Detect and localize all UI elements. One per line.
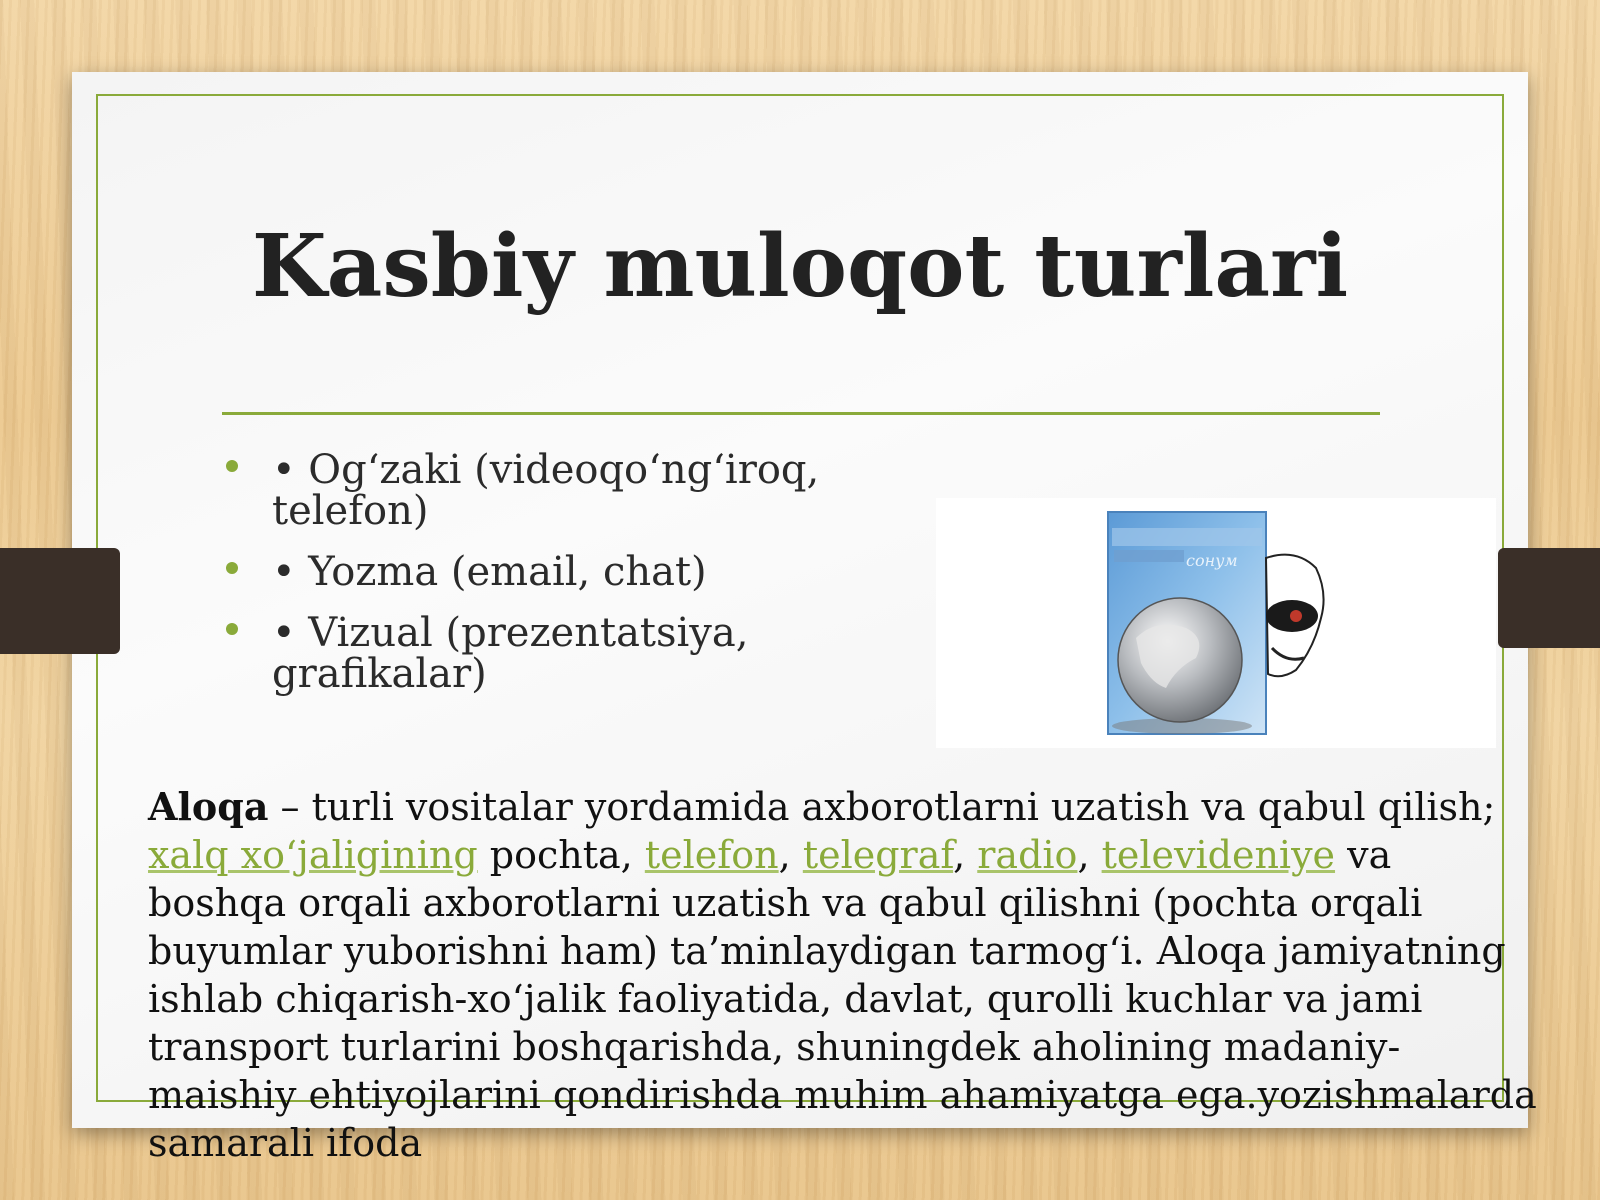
separator: , — [953, 833, 978, 877]
separator: , — [1077, 833, 1102, 877]
paragraph-part-3: va boshqa orqali axborotlarni uzatish va qabul qilishni (pochta orqali buyumlar yuborishni ham) ta’minlaydigan tarmog‘i. Aloqa jamiyatning ishlab chiqarish-xo‘jalik faoliyatida, davlat, qurolli kuchlar va jami transport turlarini boshqarishda, shuningdek aholining madaniy-maishiy ehtiyojlarini qondirishda muhim ahamiyatga ega.yozishmalarda samarali ifoda — [148, 833, 1537, 1165]
bullet-text: • Og‘zaki (videoqo‘ng‘iroq, telefon) — [272, 447, 820, 534]
right-binder-clip — [1498, 548, 1600, 648]
bullet-dot-icon — [226, 460, 238, 472]
link-televideniye[interactable]: televideniye — [1101, 833, 1336, 877]
link-xalq-xojaligining[interactable]: xalq xo‘jaligining — [148, 833, 478, 877]
bullet-item-written — [222, 549, 902, 595]
bullet-dot-icon — [226, 623, 238, 635]
link-radio[interactable]: radio — [977, 833, 1078, 877]
bullet-list — [222, 447, 902, 715]
left-binder-clip — [0, 548, 120, 654]
bullet-item-visual — [222, 610, 902, 697]
book-cover-text: сонум — [1186, 551, 1238, 570]
bullet-dot-icon — [226, 562, 238, 574]
bullet-text: • Vizual (prezentatsiya, grafikalar) — [272, 610, 749, 697]
link-telefon[interactable]: telefon — [644, 833, 779, 877]
bullet-item-oral — [222, 447, 902, 534]
slide-title: Kasbiy muloqot turlari — [251, 216, 1349, 317]
book-globe-face-illustration — [936, 498, 1496, 748]
illustration-svg — [936, 498, 1496, 748]
separator: , — [778, 833, 803, 877]
paragraph-part-1: – turli vositalar yordamida axborotlarni uzatish va qabul qilish; — [268, 785, 1496, 829]
paragraph-part-2: pochta, — [477, 833, 645, 877]
term-aloqa: Aloqa — [148, 784, 269, 829]
description-paragraph — [148, 783, 1538, 1167]
title-divider — [222, 412, 1380, 415]
bullet-text: • Yozma (email, chat) — [272, 549, 707, 595]
link-telegraf[interactable]: telegraf — [802, 833, 954, 877]
